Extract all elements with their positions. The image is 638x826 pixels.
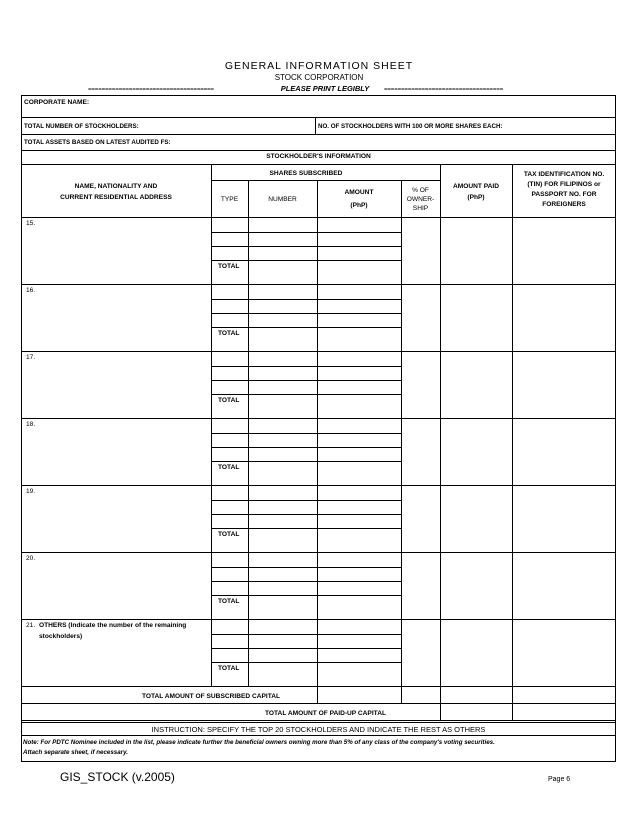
row-separator — [21, 351, 616, 352]
row-number: 18. — [26, 421, 36, 428]
col-divider — [211, 284, 212, 351]
col-paid-line2: (PhP) — [467, 194, 485, 201]
row-total-label: TOTAL — [218, 531, 240, 538]
col-divider — [211, 619, 212, 686]
sub-row-line — [211, 581, 401, 582]
col-divider — [512, 619, 513, 686]
col-pct-line3: SHIP — [412, 205, 429, 212]
col-divider — [401, 284, 402, 351]
corporate-name-label: CORPORATE NAME: — [24, 99, 90, 106]
form-title: GENERAL INFORMATION SHEET — [224, 60, 414, 72]
col-paid-line1: AMOUNT PAID — [452, 183, 500, 190]
col-divider — [401, 552, 402, 619]
row-number: 19. — [26, 488, 36, 495]
row-separator — [21, 552, 616, 553]
row-separator — [21, 722, 616, 723]
sub-row-line — [211, 232, 401, 233]
col-divider — [317, 217, 318, 284]
col-amount-line2: (PhP) — [350, 202, 368, 209]
sub-row-line — [211, 366, 401, 367]
sub-row-line — [211, 299, 401, 300]
col-number: NUMBER — [268, 196, 297, 203]
sub-row-line — [211, 447, 401, 448]
col-type: TYPE — [220, 196, 239, 203]
col-tin-line2: (TIN) FOR FILIPINOS or — [527, 181, 601, 188]
col-divider — [317, 552, 318, 619]
col-divider — [401, 485, 402, 552]
sub-row-line — [211, 433, 401, 434]
sub-row-line — [211, 380, 401, 381]
sub-row-line — [211, 634, 401, 635]
col-divider — [211, 351, 212, 418]
sub-row-line — [211, 567, 401, 568]
row-separator — [21, 686, 616, 687]
col-divider — [317, 485, 318, 552]
row-number: 15. — [26, 220, 36, 227]
sub-row-line — [211, 313, 401, 314]
col-divider — [512, 217, 513, 284]
sub-row-line — [211, 260, 401, 261]
col-divider — [211, 217, 212, 284]
col-divider — [440, 485, 441, 552]
page-number: Page 6 — [548, 776, 571, 783]
col-divider — [401, 619, 402, 686]
col-divider — [317, 418, 318, 485]
row-number: 17. — [26, 354, 36, 361]
col-divider — [401, 351, 402, 418]
row-number: 16. — [26, 287, 36, 294]
sub-row-line — [211, 528, 401, 529]
row-separator — [21, 619, 616, 620]
sub-row-line — [211, 500, 401, 501]
row-total-label: TOTAL — [218, 263, 240, 270]
row-total-label: TOTAL — [218, 665, 240, 672]
col-divider — [401, 418, 402, 485]
sub-row-line — [211, 514, 401, 515]
others-line1: OTHERS (Indicate the number of the remaining — [39, 622, 187, 629]
row-total-label: TOTAL — [218, 330, 240, 337]
total-assets-label: TOTAL ASSETS BASED ON LATEST AUDITED FS: — [24, 139, 171, 146]
col-pct-line2: OWNER- — [406, 196, 435, 203]
col-divider — [248, 418, 249, 485]
row-number: 21. — [26, 622, 36, 629]
note-line1: Note: For PDTC Nominee included in the list, please indicate further the beneficial owners owning more than 5% of any class of the company's voting securities. — [23, 739, 495, 746]
row-separator — [21, 418, 616, 419]
col-divider — [512, 418, 513, 485]
row-total-label: TOTAL — [218, 598, 240, 605]
col-divider — [248, 217, 249, 284]
row-total-label: TOTAL — [218, 397, 240, 404]
sub-row-line — [211, 461, 401, 462]
col-divider — [211, 485, 212, 552]
instruction-text: INSTRUCTION: SPECIFY THE TOP 20 STOCKHOLDERS AND INDICATE THE REST AS OTHERS — [151, 725, 486, 734]
col-divider — [440, 552, 441, 619]
total-stockholders-label: TOTAL NUMBER OF STOCKHOLDERS: — [24, 123, 139, 130]
others-line2: stockholders) — [39, 633, 83, 640]
sub-row-line — [211, 662, 401, 663]
col-divider — [248, 284, 249, 351]
col-divider — [317, 351, 318, 418]
col-divider — [512, 351, 513, 418]
total-subscribed-label: TOTAL AMOUNT OF SUBSCRIBED CAPITAL — [141, 693, 281, 700]
total-paid-label: TOTAL AMOUNT OF PAID-UP CAPITAL — [264, 710, 386, 717]
col-divider — [248, 351, 249, 418]
col-divider — [512, 485, 513, 552]
col-divider — [401, 686, 402, 703]
col-divider — [401, 217, 402, 284]
row-separator — [21, 703, 616, 704]
col-tin-line3: PASSPORT NO. FOR — [531, 191, 597, 198]
col-name-line1: NAME, NATIONALITY AND — [74, 183, 158, 190]
row-separator — [21, 284, 616, 285]
col-divider — [440, 418, 441, 485]
note-line2: Attach separate sheet, if necessary. — [23, 749, 129, 756]
sub-row-line — [211, 648, 401, 649]
col-divider — [440, 217, 441, 284]
form-subtitle: STOCK CORPORATION — [274, 73, 364, 82]
col-pct-line1: % OF — [412, 187, 429, 194]
print-notice: PLEASE PRINT LEGIBLY — [280, 84, 370, 93]
col-divider — [211, 418, 212, 485]
col-divider — [317, 619, 318, 686]
col-tin-line4: FOREIGNERS — [542, 201, 586, 208]
row-total-label: TOTAL — [218, 464, 240, 471]
col-divider — [512, 284, 513, 351]
rule-left: ===================================== — [88, 86, 214, 93]
col-divider — [211, 552, 212, 619]
row-separator — [21, 485, 616, 486]
row-separator — [21, 735, 616, 736]
sub-row-line — [211, 595, 401, 596]
col-divider — [248, 485, 249, 552]
stockholders-100-label: NO. OF STOCKHOLDERS WITH 100 OR MORE SHARES EACH: — [318, 123, 503, 130]
col-name-line2: CURRENT RESIDENTIAL ADDRESS — [60, 194, 172, 201]
section-title: STOCKHOLDER'S INFORMATION — [266, 153, 371, 160]
col-divider — [440, 284, 441, 351]
sub-row-line — [211, 246, 401, 247]
col-tin-line1: TAX IDENTIFICATION NO. — [523, 171, 605, 178]
row-separator — [21, 720, 616, 721]
col-divider — [512, 552, 513, 619]
shares-subscribed-header: SHARES SUBSCRIBED — [269, 170, 343, 177]
sub-row-line — [211, 394, 401, 395]
col-divider — [440, 351, 441, 418]
row-number: 20. — [26, 555, 36, 562]
col-divider — [440, 619, 441, 686]
rule-right: =================================== — [384, 86, 504, 93]
col-divider — [248, 552, 249, 619]
sub-row-line — [211, 327, 401, 328]
col-divider — [317, 284, 318, 351]
col-divider — [248, 619, 249, 686]
col-amount-line1: AMOUNT — [344, 189, 374, 196]
form-id: GIS_STOCK (v.2005) — [60, 770, 175, 784]
